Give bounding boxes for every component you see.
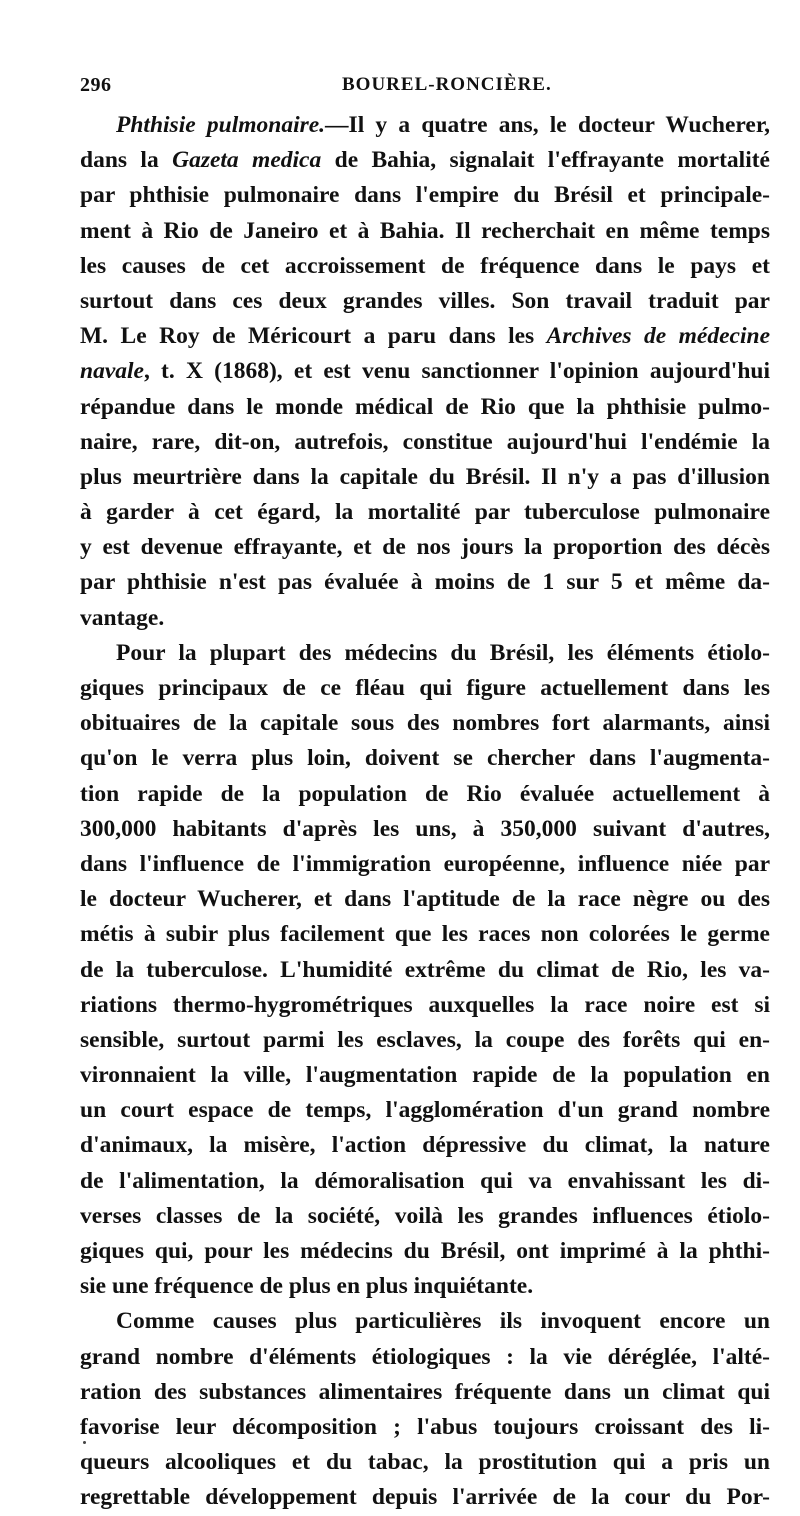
text-segment: M. Le Roy de Méricourt a paru dans les — [80, 323, 547, 350]
text-line: verses classes de la société, voilà les grandes influences étiolo- — [80, 1202, 770, 1229]
text-line: surtout dans ces deux grandes villes. Son travail traduit par — [80, 287, 770, 314]
text-line: de l'alimentation, la démoralisation qui va envahissant les di- — [80, 1167, 770, 1194]
italic-title: navale — [80, 358, 144, 385]
text-line: regrettable développement depuis l'arrivée de la cour du Por- — [80, 1484, 770, 1511]
italic-title: Gazeta medica — [172, 147, 322, 174]
text-line: plus meurtrière dans la capitale du Brésil. Il n'y a pas d'illusion — [80, 463, 770, 490]
text-line: Pour la plupart des médecins du Brésil, les éléments étiolo- — [116, 639, 770, 666]
text-line: par phthisie n'est pas évaluée à moins de 1 sur 5 et même da- — [80, 569, 770, 596]
text-line: queurs alcooliques et du tabac, la prostitution qui a pris un — [80, 1449, 770, 1476]
text-line: d'animaux, la misère, l'action dépressive du climat, la nature — [80, 1132, 770, 1159]
text-line: obituaires de la capitale sous des nombres fort alarmants, ainsi — [80, 710, 770, 737]
text-line: giques qui, pour les médecins du Brésil, ont imprimé à la phthi- — [80, 1238, 770, 1264]
text-line — [80, 143, 770, 178]
text-line: ment à Rio de Janeiro et à Bahia. Il recherchait en même temps — [80, 217, 770, 244]
text-segment: , t. X (1868), et est venu sanctionner l'opinion aujourd'hui — [143, 358, 770, 385]
text-line: grand nombre d'éléments étiologiques : la vie déréglée, l'alté- — [80, 1343, 770, 1370]
text-line: un court espace de temps, l'agglomération d'un grand nombre — [80, 1097, 770, 1124]
text-line: 300,000 habitants d'après les uns, à 350,000 suivant d'autres, — [80, 815, 770, 842]
text-line — [80, 354, 770, 389]
text-line: le docteur Wucherer, et dans l'aptitude de la race nègre ou des — [80, 886, 770, 913]
text-line: les causes de cet accroissement de fréquence dans le pays et — [80, 252, 770, 279]
text-line: répandue dans le monde médical de Rio que la phthisie pulmo- — [80, 393, 770, 420]
text-line: par phthisie pulmonaire dans l'empire du Brésil et principale- — [80, 182, 770, 209]
text-line: favorise leur décomposition ; l'abus toujours croissant des li- — [80, 1413, 770, 1440]
text-line — [80, 108, 770, 143]
page-number: 296 — [80, 74, 112, 96]
text-line — [80, 319, 770, 354]
page-header — [80, 74, 770, 108]
text-line: Comme causes plus particulières ils invoquent encore un — [116, 1308, 770, 1335]
paragraph — [80, 108, 770, 636]
running-head: BOUREL-RONCIÈRE. — [342, 74, 552, 95]
text-line: riations thermo-hygrométriques auxquelles la race noire est si — [80, 991, 770, 1018]
text-line: giques principaux de ce fléau qui figure actuellement dans les — [80, 675, 770, 701]
body-text — [80, 108, 770, 1516]
italic-title: Archives de médecine — [546, 323, 770, 350]
text-segment: dans la — [80, 147, 173, 174]
text-line: métis à subir plus facilement que les races non colorées le germe — [80, 921, 770, 948]
text-line: sie une fréquence de plus en plus inquiétante. — [80, 1273, 534, 1300]
text-line: naire, rare, dit-on, autrefois, constitue aujourd'hui l'endémie la — [80, 428, 770, 455]
paragraph — [80, 1304, 770, 1515]
ink-speck — [83, 1441, 86, 1444]
text-line: à garder à cet égard, la mortalité par tuberculose pulmonaire — [80, 499, 770, 526]
text-line: dans l'influence de l'immigration européenne, influence niée par — [80, 850, 770, 877]
text-line: sensible, surtout parmi les esclaves, la coupe des forêts qui en- — [80, 1026, 770, 1053]
text-line: y est devenue effrayante, et de nos jours la proportion des décès — [80, 534, 770, 561]
text-line: de la tuberculose. L'humidité extrême du climat de Rio, les va- — [80, 956, 770, 983]
text-line: tion rapide de la population de Rio évaluée actuellement à — [80, 780, 770, 807]
text-segment: —Il y a quatre ans, le docteur Wucherer, — [325, 112, 770, 138]
text-line: ration des substances alimentaires fréquente dans un climat qui — [80, 1378, 770, 1405]
paragraph — [80, 636, 770, 1305]
text-line: qu'on le verra plus loin, doivent se chercher dans l'augmenta- — [80, 745, 770, 772]
text-line: vantage. — [80, 604, 165, 631]
text-segment: de Bahia, signalait l'effrayante mortalité — [321, 147, 770, 174]
text-line: vironnaient la ville, l'augmentation rapide de la population en — [80, 1062, 770, 1089]
section-heading: Phthisie pulmonaire. — [116, 112, 326, 138]
